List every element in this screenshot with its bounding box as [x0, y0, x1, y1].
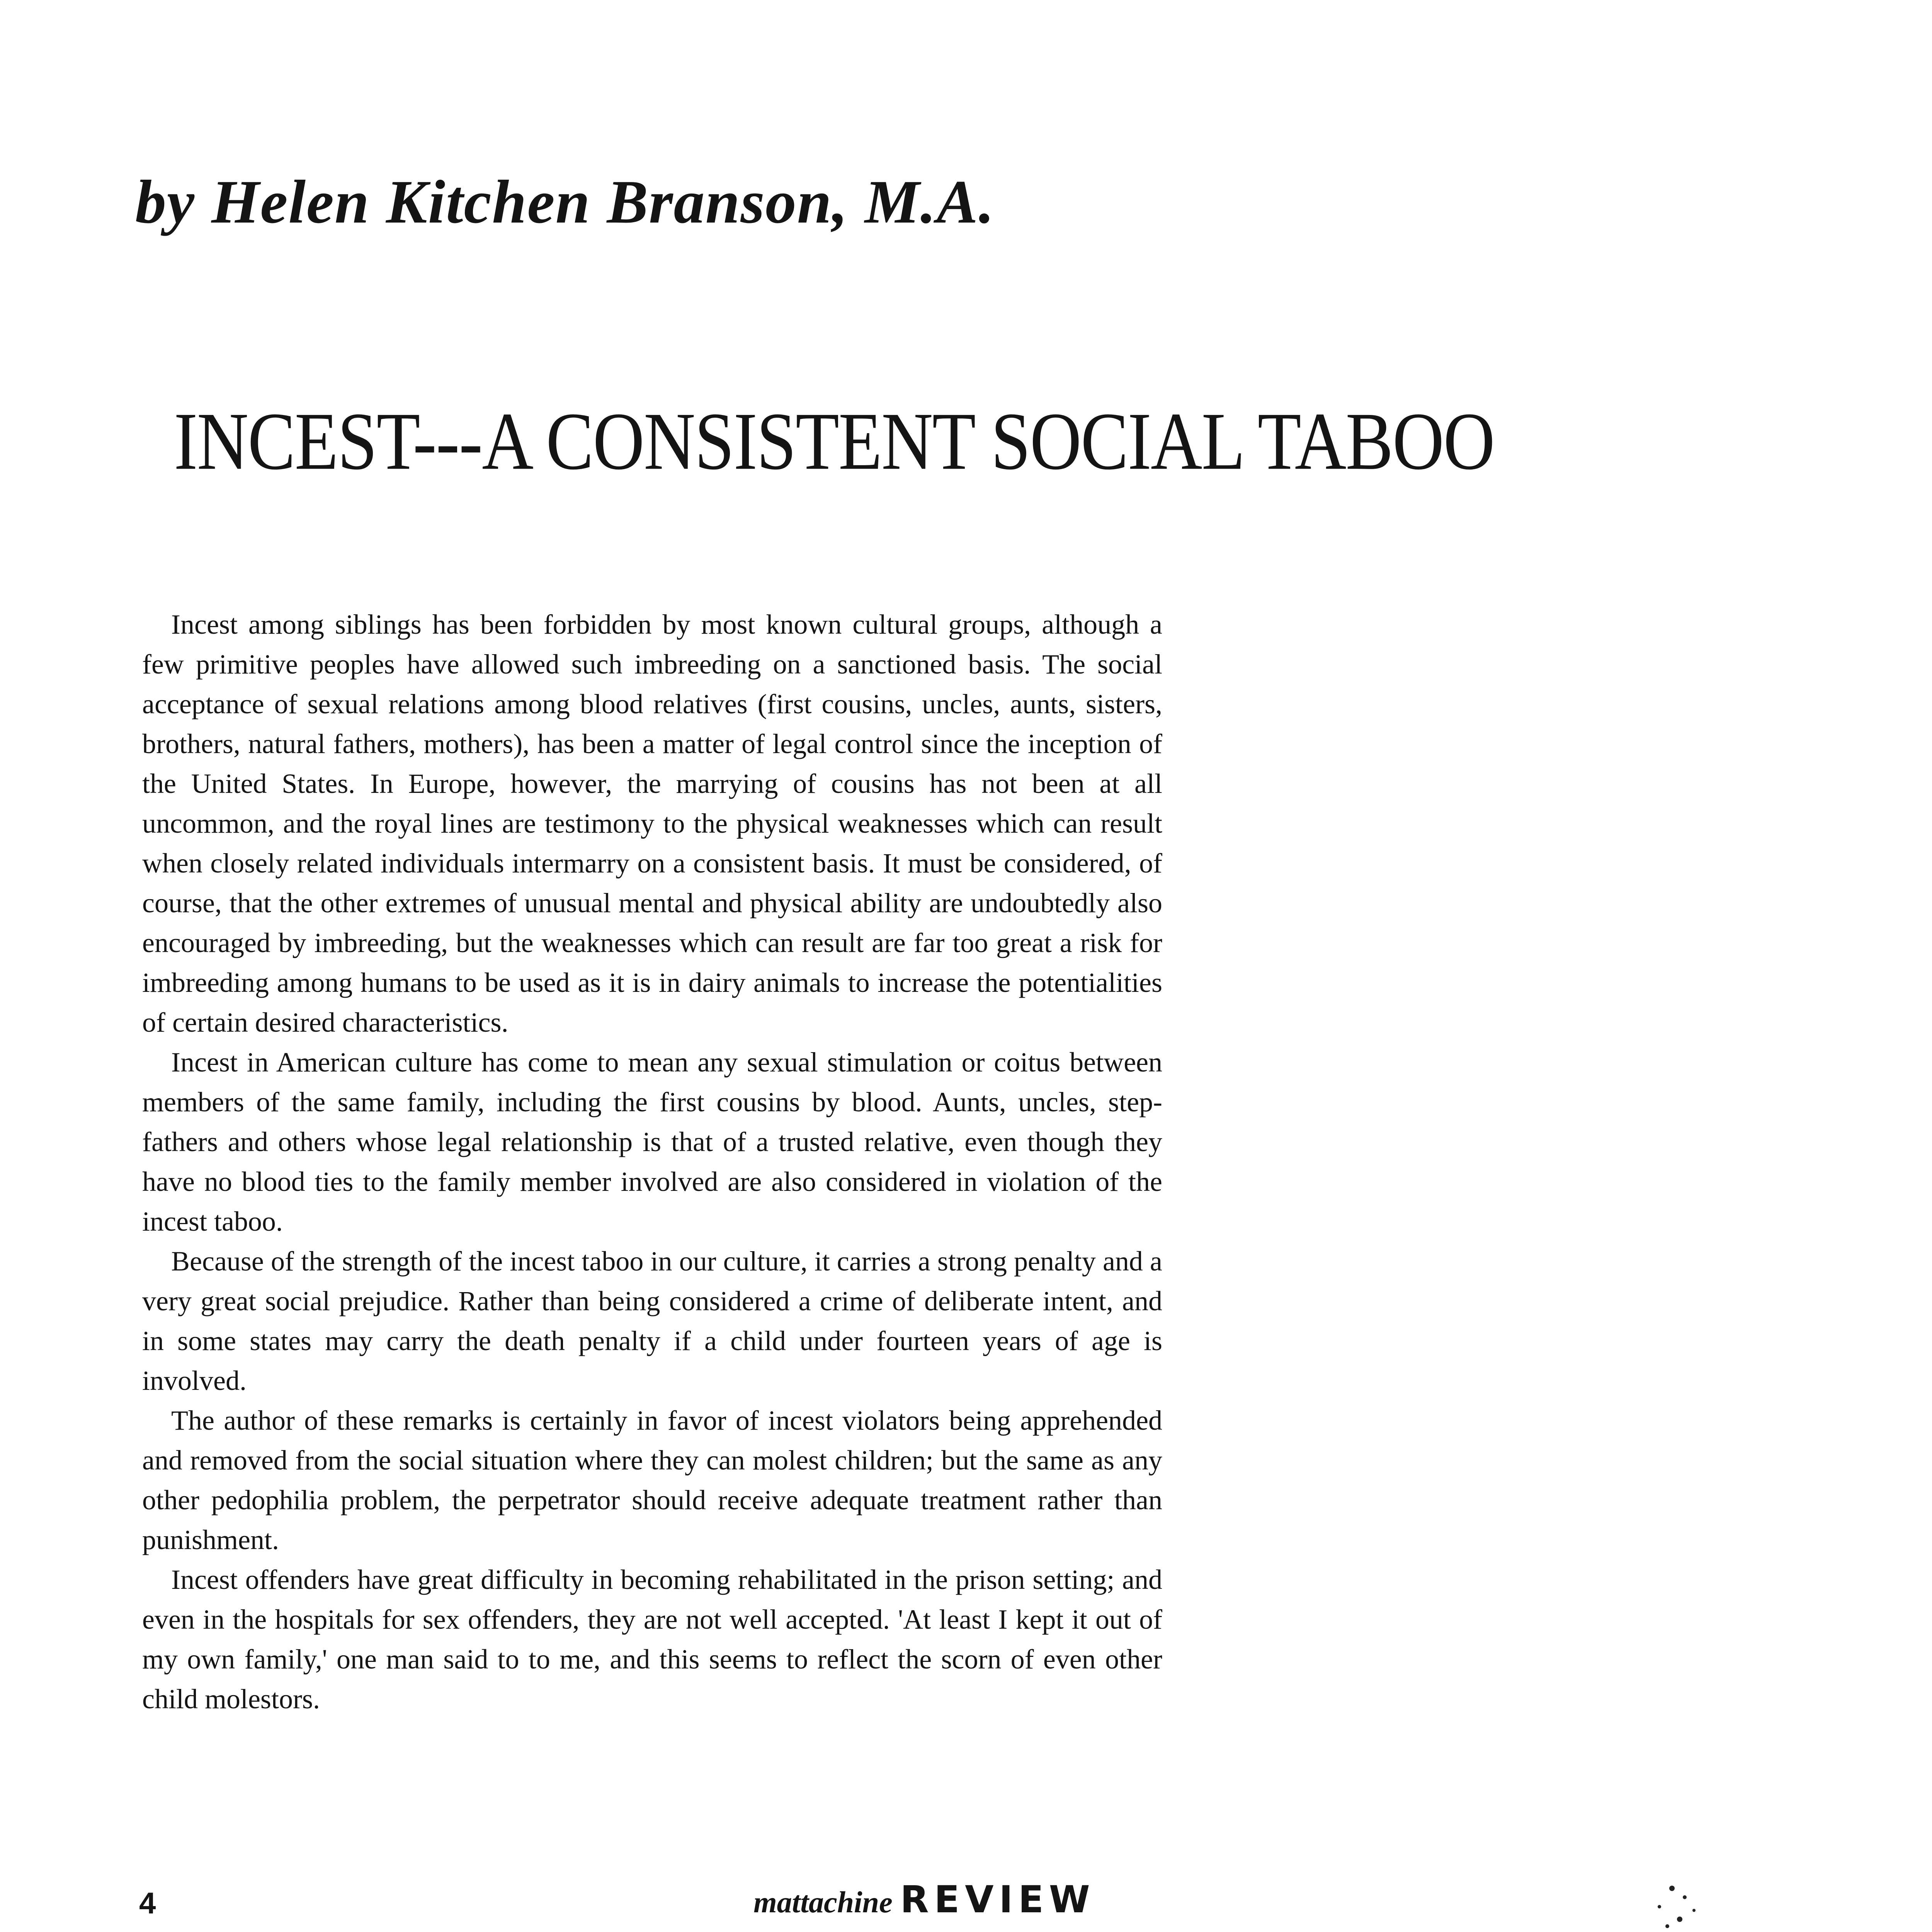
left-body-column	[142, 605, 1162, 1719]
body-paragraph: Incest among siblings has been forbidden by most known cultural groups, although a few primitive peoples have allowed such imbreeding on a sanctioned basis. The social acceptance of sexual relations among blood relatives (first cousins, uncles, aunts, sisters, brothers, natural fathers, mothers), has been a matter of legal control since the inception of the United States. In Europe, however, the marrying of cousins has not been at all uncommon, and the royal lines are testimony to the physical weaknesses which can result when closely related individuals intermarry on a consistent basis. It must be considered, of course, that the other extremes of unusual mental and physical ability are undoubtedly also encouraged by imbreeding, but the weaknesses which can result are far too great a risk for imbreeding among humans to be used as it is in dairy animals to increase the potentialities of certain desired characteristics.	[142, 609, 1162, 1038]
body-paragraph: The author of these remarks is certainly in favor of incest violators being apprehended and removed from the social situation where they can molest children; but the same as any other pedophilia problem, the perpetrator should receive adequate treatment rather than punishment.	[142, 1405, 1162, 1555]
article-headline: INCEST---A CONSISTENT SOCIAL TABOO	[174, 396, 1495, 487]
masthead-footer	[753, 1878, 1095, 1921]
speckle-mark	[1677, 1917, 1682, 1922]
page-number-left: 4	[139, 1886, 156, 1920]
body-paragraph: Incest in American culture has come to mean any sexual stimulation or coitus between members of the same family, including the first cousins by blood. Aunts, uncles, step-fathers and others whose legal relationship is that of a trusted relative, even though they have no blood ties to the family member involved are also considered in violation of the incest taboo.	[142, 1047, 1162, 1237]
author-byline: by Helen Kitchen Branson, M.A.	[135, 167, 995, 236]
right-page	[1233, 0, 1932, 1932]
speckle-mark	[1665, 1924, 1669, 1928]
masthead-caps: REVIEW	[900, 1878, 1095, 1921]
speckle-mark	[1669, 1886, 1675, 1891]
body-paragraph: Incest offenders have great difficulty in becoming rehabilitated in the prison setting; and even in the hospitals for sex offenders, they are not well accepted. 'At least I kept it out of my own family,' one man said to to me, and this seems to reflect the scorn of even other child molestors.	[142, 1564, 1162, 1714]
speckle-mark	[1658, 1905, 1661, 1908]
body-paragraph: Because of the strength of the incest taboo in our culture, it carries a strong penalty and a very great social prejudice. Rather than being considered a crime of deliberate intent, and in some states may carry the death penalty if a child under fourteen years of age is involved.	[142, 1246, 1162, 1396]
speckle-mark	[1683, 1895, 1687, 1899]
masthead-script: mattachine	[753, 1885, 893, 1919]
speckle-mark	[1692, 1909, 1696, 1912]
